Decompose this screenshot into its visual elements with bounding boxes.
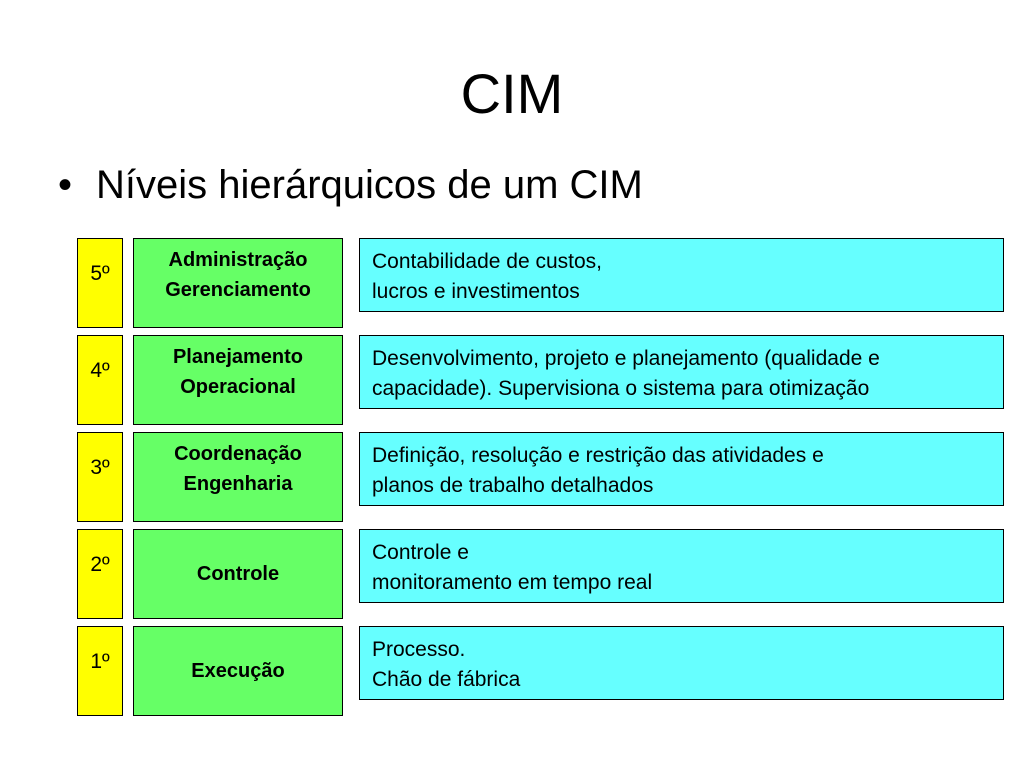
bullet-point: • <box>58 163 73 207</box>
level-rank-5: 5º <box>77 238 123 328</box>
level-description-3: Definição, resolução e restrição das atividades e planos de trabalho detalhados <box>359 432 1004 506</box>
level-description-1: Processo. Chão de fábrica <box>359 626 1004 700</box>
level-description-4: Desenvolvimento, projeto e planejamento (qualidade e capacidade). Supervisiona o sistema para otimização <box>359 335 1004 409</box>
bullet-item <box>58 160 643 210</box>
level-rank-3: 3º <box>77 432 123 522</box>
level-name-3: Coordenação Engenharia <box>133 432 343 522</box>
level-rank-1: 1º <box>77 626 123 716</box>
slide-title: CIM <box>460 62 564 125</box>
level-rank-4: 4º <box>77 335 123 425</box>
level-rank-2: 2º <box>77 529 123 619</box>
level-description-5: Contabilidade de custos, lucros e investimentos <box>359 238 1004 312</box>
level-description-2: Controle e monitoramento em tempo real <box>359 529 1004 603</box>
bullet-text: Níveis hierárquicos de um CIM <box>96 163 643 207</box>
level-name-4: Planejamento Operacional <box>133 335 343 425</box>
level-name-5: Administração Gerenciamento <box>133 238 343 328</box>
level-name-2: Controle <box>133 529 343 619</box>
level-name-1: Execução <box>133 626 343 716</box>
